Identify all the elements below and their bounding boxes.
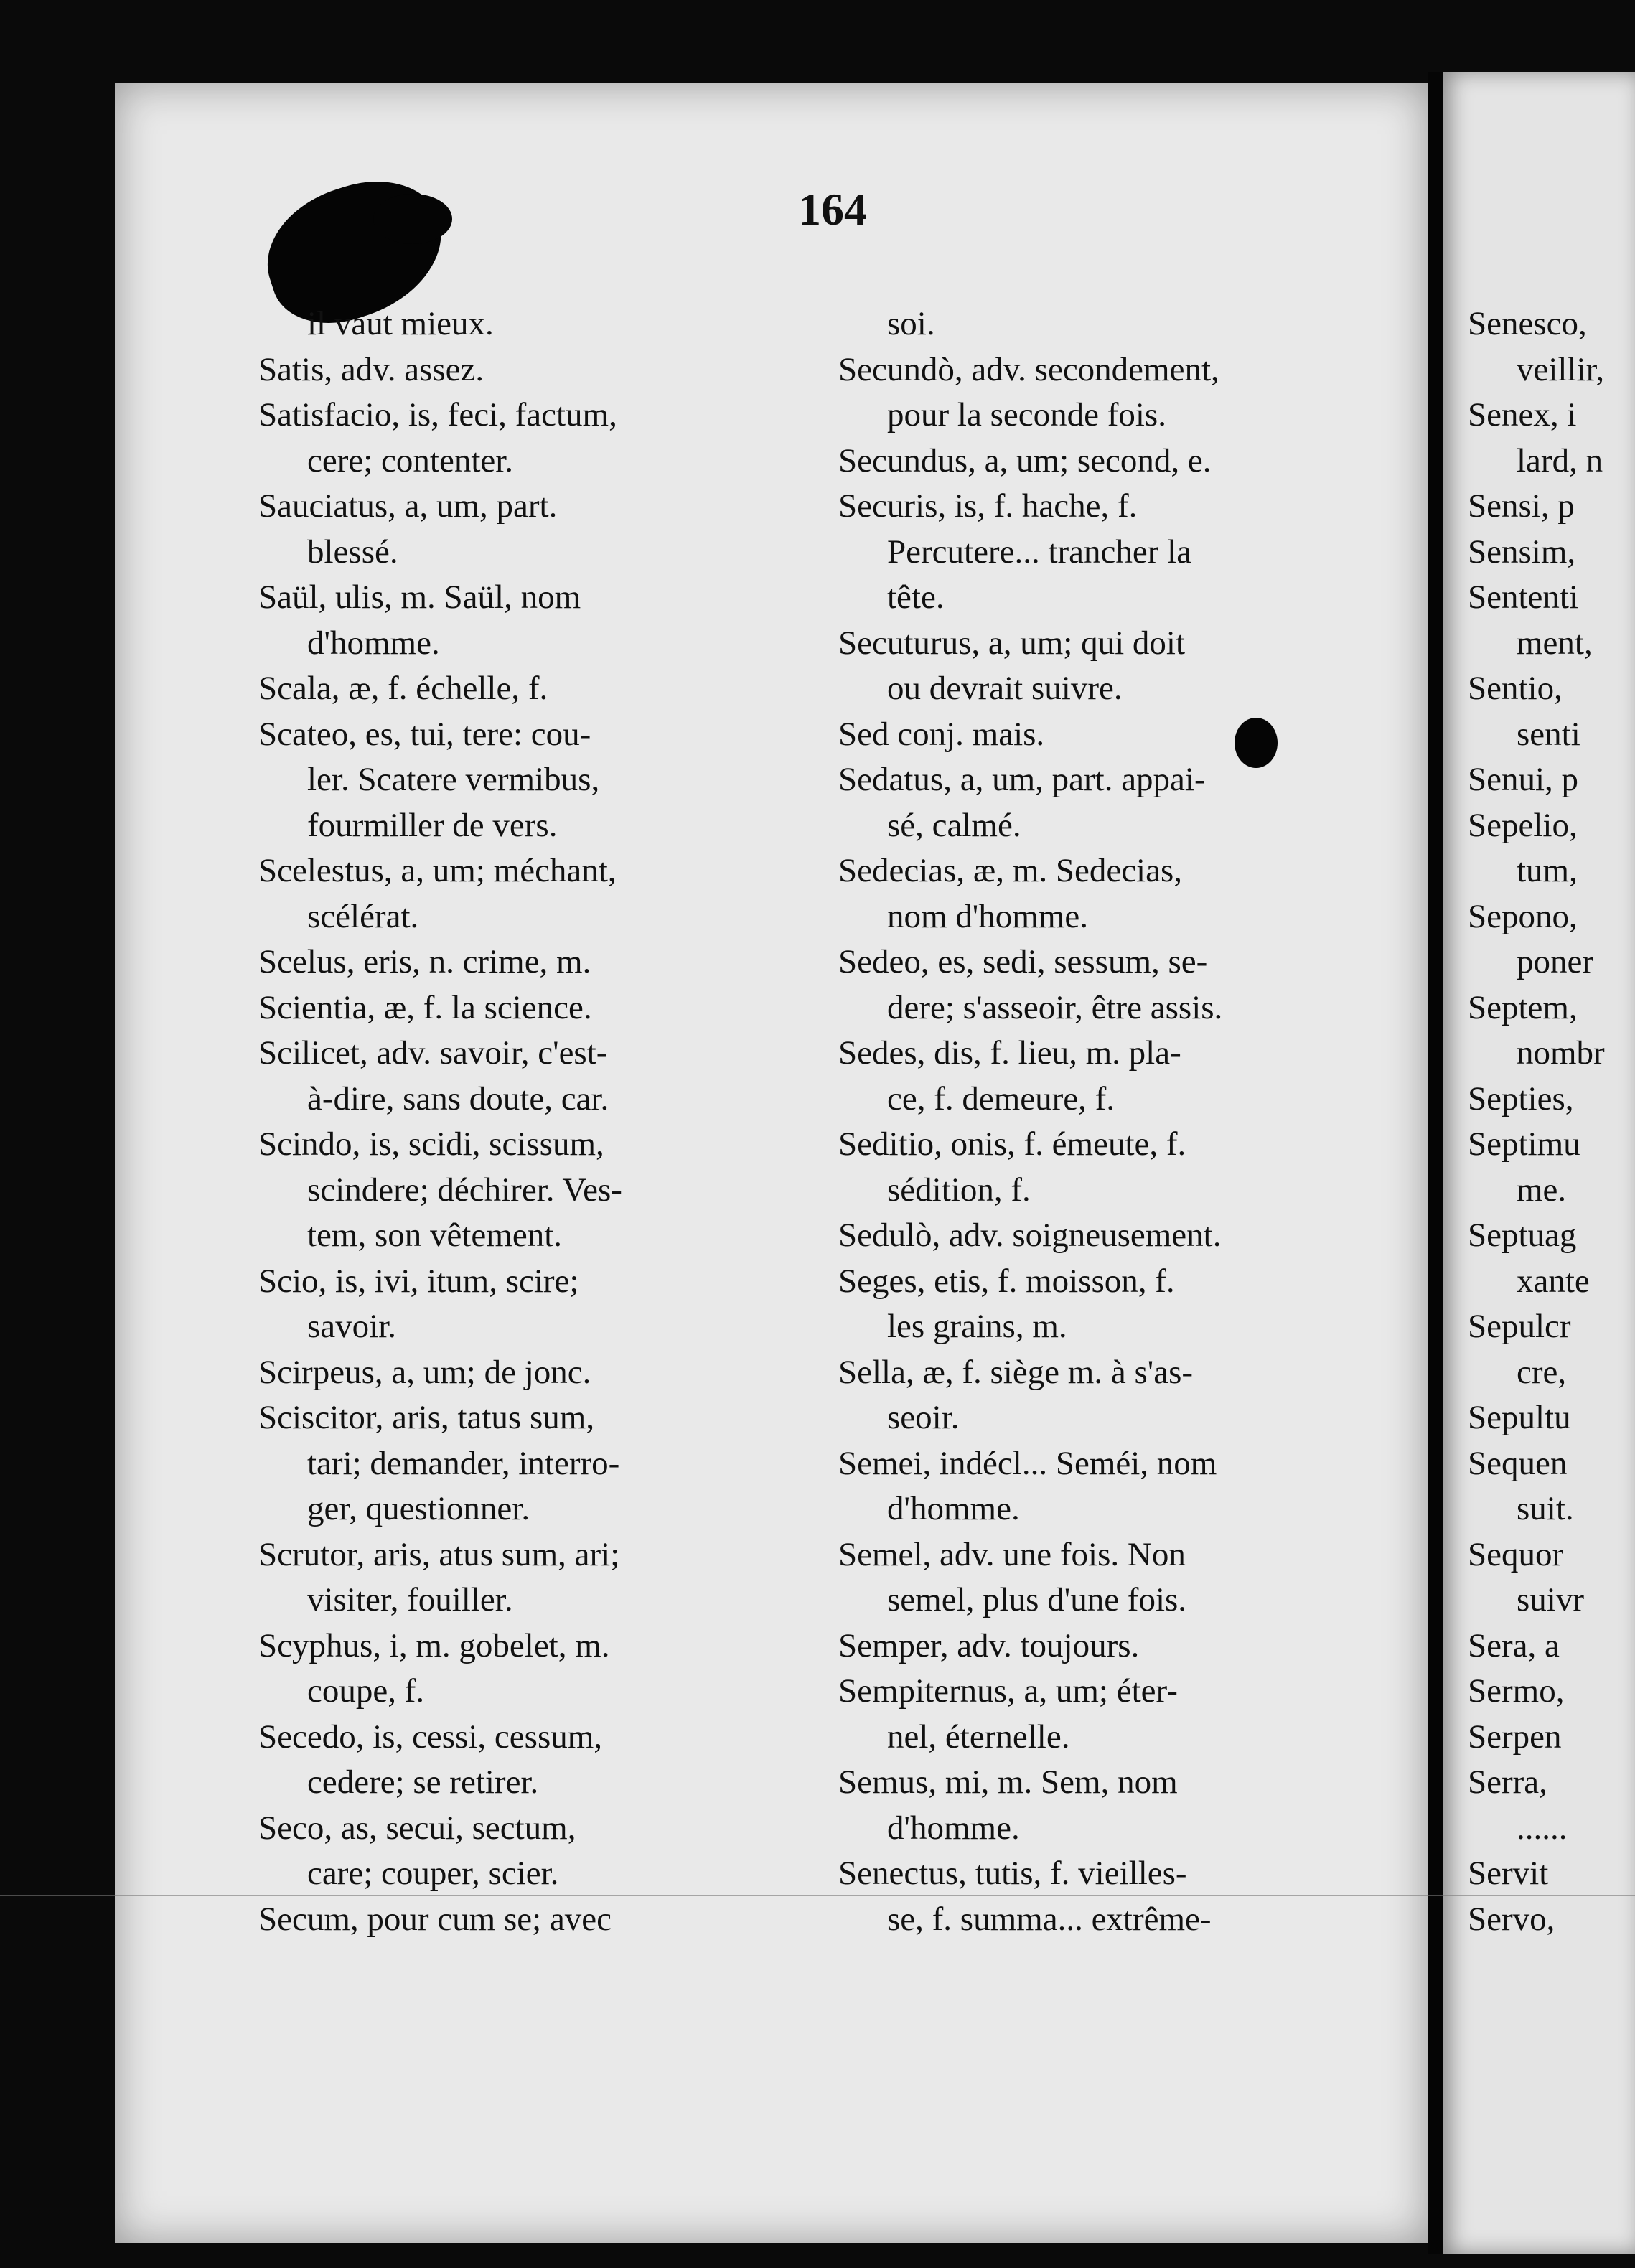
dictionary-line: pour la seconde fois.: [887, 396, 1166, 434]
dictionary-line: se, f. summa... extrême-: [887, 1900, 1212, 1938]
dictionary-line: Sauciatus, a, um, part.: [258, 487, 558, 525]
book-gutter: [1428, 72, 1443, 2254]
dictionary-line: Sedes, dis, f. lieu, m. pla-: [838, 1034, 1181, 1072]
dictionary-line: Scateo, es, tui, tere: cou-: [258, 715, 591, 753]
dictionary-line: Sempiternus, a, um; éter-: [838, 1672, 1178, 1710]
dictionary-line: Sepelio,: [1468, 806, 1578, 844]
dictionary-line: Sequor: [1468, 1535, 1564, 1573]
dictionary-line: Senex, i: [1468, 396, 1577, 434]
dictionary-line: Septies,: [1468, 1079, 1574, 1117]
dictionary-line: care; couper, scier.: [307, 1855, 559, 1892]
dictionary-line: Scrutor, aris, atus sum, ari;: [258, 1535, 620, 1573]
dictionary-line: Secundus, a, um; second, e.: [838, 441, 1212, 479]
dictionary-line: ler. Scatere vermibus,: [307, 761, 600, 798]
dictionary-line: coupe, f.: [307, 1672, 425, 1710]
dictionary-line: Servit: [1468, 1855, 1549, 1892]
dictionary-line: Percutere... trancher la: [887, 533, 1192, 571]
middle-column-entries: [838, 301, 1413, 1942]
dictionary-line: Semel, adv. une fois. Non: [838, 1535, 1186, 1573]
dictionary-line: Septem,: [1468, 988, 1578, 1026]
dictionary-line: Septimu: [1468, 1125, 1580, 1163]
dictionary-line: blessé.: [307, 533, 398, 571]
dictionary-line: poner: [1517, 943, 1594, 980]
dictionary-line: Seges, etis, f. moisson, f.: [838, 1262, 1175, 1300]
dictionary-line: Septuag: [1468, 1217, 1577, 1254]
dictionary-line: Sententi: [1468, 578, 1579, 616]
dictionary-line: Scirpeus, a, um; de jonc.: [258, 1353, 591, 1391]
dictionary-line: savoir.: [307, 1308, 397, 1345]
dictionary-line: Seco, as, secui, sectum,: [258, 1809, 576, 1847]
dictionary-line: xante: [1517, 1262, 1590, 1300]
dictionary-line: Semus, mi, m. Sem, nom: [838, 1763, 1178, 1801]
dictionary-line: scindere; déchirer. Ves-: [307, 1171, 622, 1209]
dictionary-line: semel, plus d'une fois.: [887, 1581, 1187, 1618]
dictionary-line: scélérat.: [307, 897, 419, 935]
dictionary-line: Serra,: [1468, 1763, 1547, 1801]
dictionary-line: seoir.: [887, 1399, 960, 1436]
dictionary-line: Sciscitor, aris, tatus sum,: [258, 1399, 595, 1436]
dictionary-line: Sed conj. mais.: [838, 715, 1045, 753]
page-number: 164: [798, 184, 867, 235]
dictionary-line: Sepultu: [1468, 1399, 1571, 1436]
dictionary-line: Sedeo, es, sedi, sessum, se-: [838, 943, 1208, 980]
dictionary-line: cedere; se retirer.: [307, 1763, 539, 1801]
dictionary-line: les grains, m.: [887, 1308, 1067, 1345]
dictionary-line: Satisfacio, is, feci, factum,: [258, 396, 617, 434]
dictionary-line: visiter, fouiller.: [307, 1581, 513, 1618]
dictionary-line: dere; s'asseoir, être assis.: [887, 988, 1223, 1026]
dictionary-line: Senui, p: [1468, 761, 1579, 798]
dictionary-line: me.: [1517, 1171, 1567, 1209]
dictionary-line: Satis, adv. assez.: [258, 350, 484, 388]
dictionary-line: à-dire, sans doute, car.: [307, 1079, 609, 1117]
dictionary-line: Securis, is, f. hache, f.: [838, 487, 1138, 525]
dictionary-line: nel, éternelle.: [887, 1718, 1070, 1756]
dictionary-line: Scindo, is, scidi, scissum,: [258, 1125, 604, 1163]
dictionary-line: suivr: [1517, 1581, 1584, 1618]
dictionary-line: suit.: [1517, 1490, 1574, 1527]
dictionary-line: ger, questionner.: [307, 1490, 530, 1527]
dictionary-line: sédition, f.: [887, 1171, 1031, 1209]
dictionary-line: Sedecias, æ, m. Sedecias,: [838, 852, 1183, 889]
dictionary-line: nombr: [1517, 1034, 1605, 1072]
dictionary-line: ment,: [1517, 624, 1593, 662]
dictionary-line: Secundò, adv. secondement,: [838, 350, 1219, 388]
right-column-entries-cropped: [1468, 301, 1635, 1942]
dictionary-line: cere; contenter.: [307, 441, 514, 479]
dictionary-line: Serpen: [1468, 1718, 1562, 1756]
dictionary-line: Servo,: [1468, 1900, 1555, 1938]
dictionary-line: Saül, ulis, m. Saül, nom: [258, 578, 581, 616]
scan-rule-line: [0, 1895, 1635, 1896]
dictionary-line: tem, son vêtement.: [307, 1217, 563, 1254]
dictionary-line: Seditio, onis, f. émeute, f.: [838, 1125, 1186, 1163]
dictionary-line: Sepono,: [1468, 897, 1578, 935]
dictionary-line: d'homme.: [887, 1809, 1020, 1847]
dictionary-line: Sequen: [1468, 1444, 1568, 1482]
dictionary-line: Senesco,: [1468, 305, 1587, 342]
dictionary-line: Secuturus, a, um; qui doit: [838, 624, 1186, 662]
dictionary-line: Scio, is, ivi, itum, scire;: [258, 1262, 579, 1300]
dictionary-line: il vaut mieux.: [307, 305, 494, 342]
dictionary-line: cre,: [1517, 1353, 1567, 1391]
dictionary-line: lard, n: [1517, 441, 1603, 479]
dictionary-line: Sentio,: [1468, 670, 1563, 707]
dictionary-line: Scyphus, i, m. gobelet, m.: [258, 1626, 610, 1664]
dictionary-line: Sera, a: [1468, 1626, 1560, 1664]
dictionary-line: Scientia, æ, f. la science.: [258, 988, 592, 1026]
dictionary-line: senti: [1517, 715, 1580, 753]
dictionary-line: soi.: [887, 305, 935, 342]
dictionary-line: Senectus, tutis, f. vieilles-: [838, 1855, 1187, 1892]
dictionary-line: Sepulcr: [1468, 1308, 1571, 1345]
dictionary-line: nom d'homme.: [887, 897, 1089, 935]
dictionary-line: tari; demander, interro-: [307, 1444, 620, 1482]
dictionary-line: ......: [1517, 1809, 1568, 1847]
dictionary-line: Sensi, p: [1468, 487, 1575, 525]
dictionary-line: tum,: [1517, 852, 1578, 889]
dictionary-line: fourmiller de vers.: [307, 806, 558, 844]
dictionary-line: d'homme.: [887, 1490, 1020, 1527]
dictionary-line: Sermo,: [1468, 1672, 1565, 1710]
dictionary-line: Sedulò, adv. soigneusement.: [838, 1217, 1222, 1254]
dictionary-line: Scala, æ, f. échelle, f.: [258, 670, 548, 707]
dictionary-line: Secedo, is, cessi, cessum,: [258, 1718, 603, 1756]
dictionary-line: tête.: [887, 578, 945, 616]
dictionary-line: Scilicet, adv. savoir, c'est-: [258, 1034, 608, 1072]
left-column-entries: [258, 301, 854, 1942]
dictionary-line: Secum, pour cum se; avec: [258, 1900, 612, 1938]
dictionary-line: Semei, indécl... Seméi, nom: [838, 1444, 1217, 1482]
ink-blot-stain-small: [373, 194, 452, 244]
dictionary-line: Sella, æ, f. siège m. à s'as-: [838, 1353, 1194, 1391]
dictionary-line: sé, calmé.: [887, 806, 1021, 844]
dictionary-line: Semper, adv. toujours.: [838, 1626, 1140, 1664]
dictionary-line: d'homme.: [307, 624, 440, 662]
dictionary-line: veillir,: [1517, 350, 1605, 388]
dictionary-line: Sensim,: [1468, 533, 1576, 571]
dictionary-line: ou devrait suivre.: [887, 670, 1123, 707]
dictionary-line: Sedatus, a, um, part. appai-: [838, 761, 1206, 798]
dictionary-line: ce, f. demeure, f.: [887, 1079, 1115, 1117]
dictionary-line: Scelus, eris, n. crime, m.: [258, 943, 591, 980]
dictionary-line: Scelestus, a, um; méchant,: [258, 852, 617, 889]
